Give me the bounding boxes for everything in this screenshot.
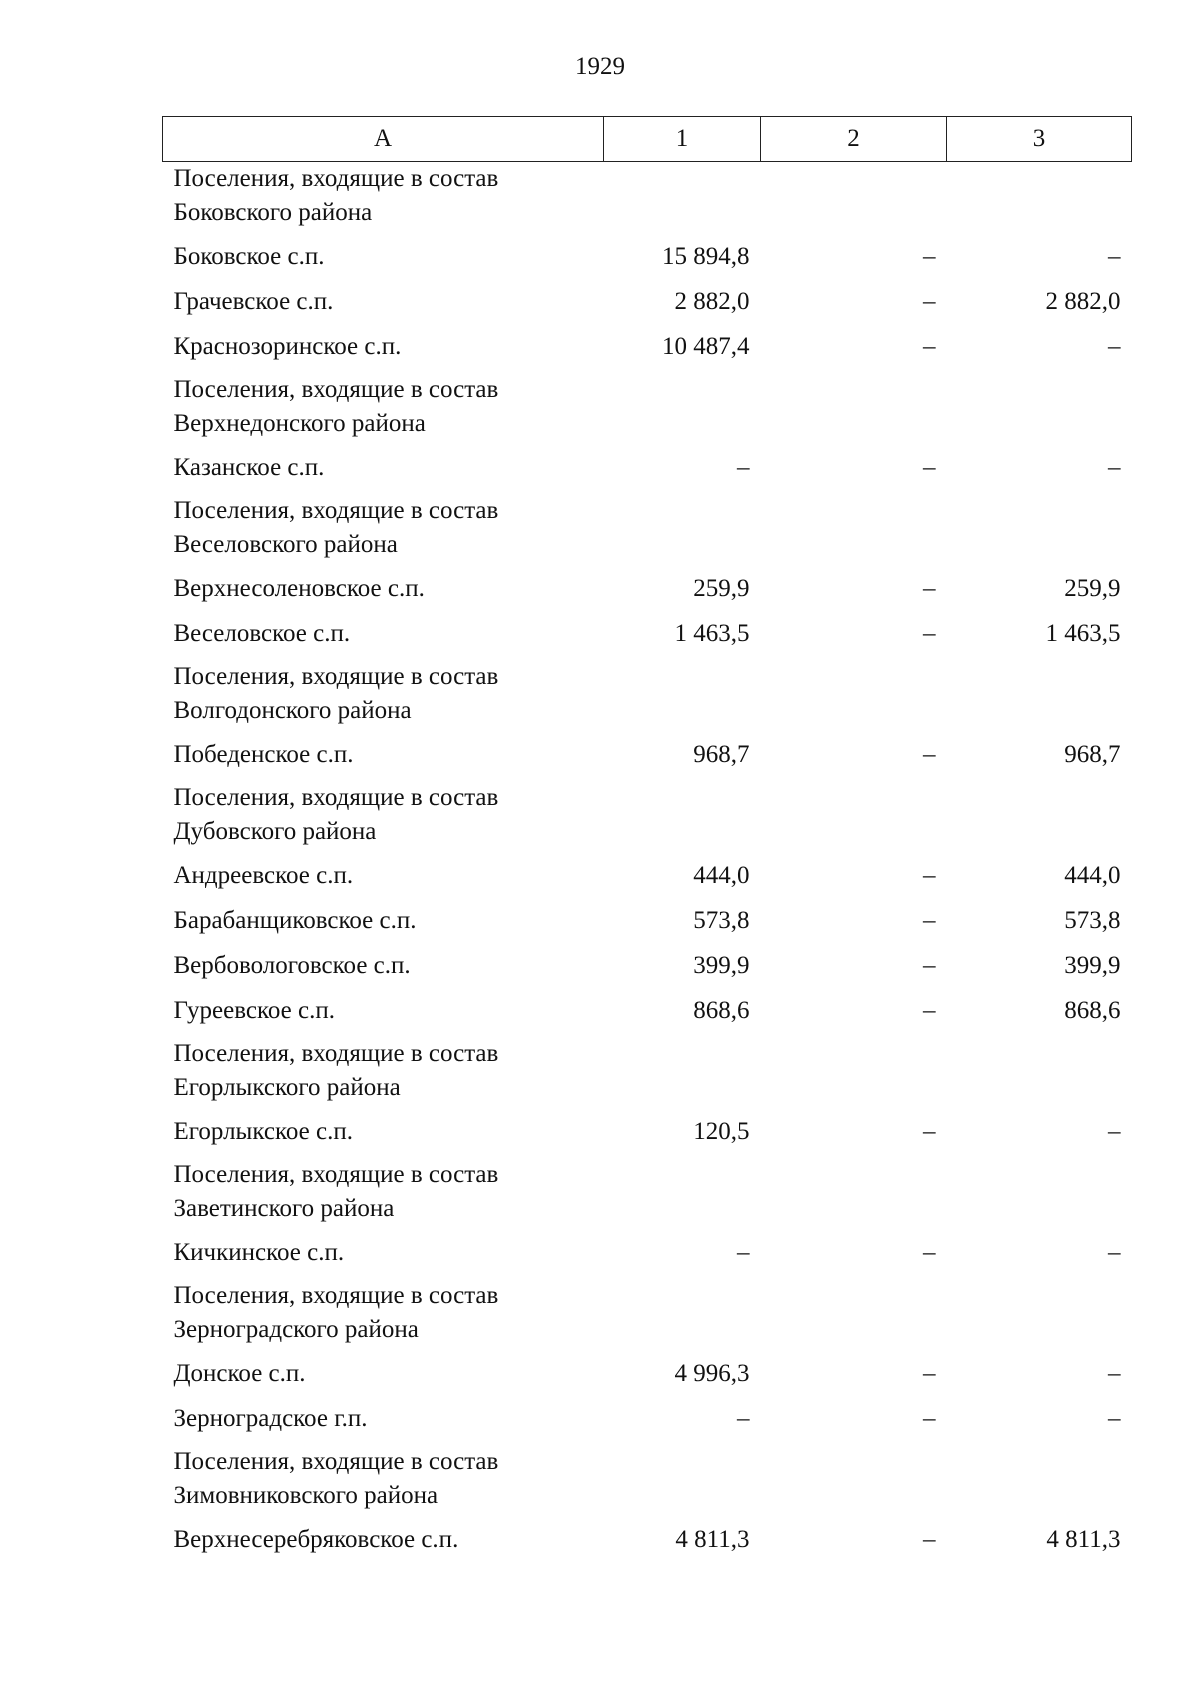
col-2-cell: –	[923, 1360, 936, 1387]
header-col-3: 3	[947, 117, 1132, 162]
empty-cell	[604, 1441, 761, 1517]
row-name-cell: Победенское с.п.	[173, 741, 354, 768]
table-row	[163, 1109, 1132, 1154]
group-heading: Поселения, входящие в состав Волгодонского района	[173, 663, 499, 724]
col-3-cell: 573,8	[1064, 907, 1121, 934]
col-3-cell: –	[1108, 454, 1121, 481]
empty-cell	[947, 490, 1132, 566]
header-col-a: А	[163, 117, 604, 162]
row-name-cell: Гуреевское с.п.	[173, 997, 335, 1024]
page-number: 1929	[575, 53, 625, 80]
row-name-cell: Зерноградское г.п.	[173, 1405, 368, 1432]
col-1-cell: 4 811,3	[675, 1526, 750, 1553]
group-heading: Поселения, входящие в состав Дубовского района	[173, 784, 499, 845]
empty-cell	[604, 1275, 761, 1351]
col-3-cell: –	[1108, 333, 1121, 360]
table-row	[163, 1351, 1132, 1396]
col-3-cell: 968,7	[1064, 741, 1121, 768]
empty-cell	[947, 1275, 1132, 1351]
col-1-cell: –	[737, 454, 750, 481]
table-row	[163, 611, 1132, 656]
table-row	[163, 324, 1132, 369]
empty-cell	[947, 656, 1132, 732]
empty-cell	[761, 1154, 947, 1230]
empty-cell	[947, 369, 1132, 445]
col-3-cell: 399,9	[1064, 952, 1121, 979]
col-1-cell: 968,7	[693, 741, 750, 768]
col-2-cell: –	[923, 575, 936, 602]
table-row-group	[163, 162, 1132, 235]
table-row	[163, 943, 1132, 988]
empty-cell	[604, 656, 761, 732]
group-heading: Поселения, входящие в состав Егорлыкского района	[173, 1040, 499, 1101]
row-name-cell: Верхнесоленовское с.п.	[173, 575, 425, 602]
empty-cell	[604, 1033, 761, 1109]
empty-cell	[761, 1275, 947, 1351]
col-3-cell: 868,6	[1064, 997, 1121, 1024]
col-1-cell: 573,8	[693, 907, 750, 934]
col-1-cell: 4 996,3	[674, 1360, 750, 1387]
col-3-cell: 259,9	[1064, 575, 1121, 602]
empty-cell	[947, 1441, 1132, 1517]
col-2-cell: –	[923, 1239, 936, 1266]
empty-cell	[761, 162, 947, 235]
col-2-cell: –	[923, 1405, 936, 1432]
table-row	[163, 234, 1132, 279]
col-1-cell: 399,9	[693, 952, 750, 979]
table-row-group	[163, 777, 1132, 853]
row-name-cell: Андреевское с.п.	[173, 862, 354, 889]
col-3-cell: –	[1108, 1405, 1121, 1432]
table-row	[163, 1230, 1132, 1275]
empty-cell	[761, 490, 947, 566]
empty-cell	[604, 490, 761, 566]
row-name-cell: Кичкинское с.п.	[173, 1239, 345, 1266]
table-row	[163, 279, 1132, 324]
empty-cell	[947, 162, 1132, 235]
col-1-cell: 15 894,8	[662, 243, 750, 270]
empty-cell	[761, 369, 947, 445]
data-table	[162, 116, 1132, 1562]
row-name-cell: Грачевское с.п.	[173, 288, 334, 315]
row-name-cell: Верхнесеребряковское с.п.	[173, 1526, 459, 1553]
col-3-cell: –	[1108, 243, 1121, 270]
empty-cell	[761, 777, 947, 853]
empty-cell	[947, 1154, 1132, 1230]
col-2-cell: –	[923, 952, 936, 979]
col-2-cell: –	[923, 1526, 936, 1553]
empty-cell	[947, 777, 1132, 853]
group-heading: Поселения, входящие в состав Зимовниковского района	[173, 1448, 499, 1509]
col-1-cell: 10 487,4	[662, 333, 750, 360]
table-row-group	[163, 1275, 1132, 1351]
col-2-cell: –	[923, 1118, 936, 1145]
col-1-cell: 120,5	[693, 1118, 750, 1145]
col-1-cell: 2 882,0	[674, 288, 750, 315]
col-1-cell: 1 463,5	[674, 620, 750, 647]
col-1-cell: 868,6	[693, 997, 750, 1024]
row-name-cell: Егорлыкское с.п.	[173, 1118, 353, 1145]
col-2-cell: –	[923, 741, 936, 768]
empty-cell	[604, 162, 761, 235]
col-3-cell: 2 882,0	[1045, 288, 1121, 315]
table-row	[163, 853, 1132, 898]
header-col-1: 1	[604, 117, 761, 162]
empty-cell	[604, 777, 761, 853]
group-heading: Поселения, входящие в состав Зерноградского района	[173, 1282, 499, 1343]
col-1-cell: –	[737, 1405, 750, 1432]
table-row-group	[163, 1033, 1132, 1109]
col-2-cell: –	[923, 862, 936, 889]
empty-cell	[761, 1033, 947, 1109]
empty-cell	[604, 369, 761, 445]
header-row	[163, 117, 1132, 162]
row-name-cell: Краснозоринское с.п.	[173, 333, 402, 360]
col-2-cell: –	[923, 288, 936, 315]
header-col-2: 2	[761, 117, 947, 162]
table-row	[163, 445, 1132, 490]
empty-cell	[604, 1154, 761, 1230]
table-row	[163, 1396, 1132, 1441]
empty-cell	[761, 1441, 947, 1517]
col-3-cell: –	[1108, 1360, 1121, 1387]
col-2-cell: –	[923, 333, 936, 360]
table-header	[163, 117, 1132, 162]
row-name-cell: Боковское с.п.	[173, 243, 325, 270]
col-1-cell: 259,9	[693, 575, 750, 602]
col-3-cell: –	[1108, 1118, 1121, 1145]
col-3-cell: 4 811,3	[1046, 1526, 1121, 1553]
group-heading: Поселения, входящие в состав Заветинского района	[173, 1161, 499, 1222]
col-1-cell: 444,0	[693, 862, 750, 889]
row-name-cell: Казанское с.п.	[173, 454, 325, 481]
col-2-cell: –	[923, 620, 936, 647]
col-2-cell: –	[923, 907, 936, 934]
row-name-cell: Барабанщиковское с.п.	[173, 907, 417, 934]
empty-cell	[761, 656, 947, 732]
table-row	[163, 732, 1132, 777]
empty-cell	[947, 1033, 1132, 1109]
group-heading: Поселения, входящие в состав Верхнедонского района	[173, 376, 499, 437]
row-name-cell: Веселовское с.п.	[173, 620, 351, 647]
col-3-cell: 1 463,5	[1045, 620, 1121, 647]
group-heading: Поселения, входящие в состав Боковского района	[173, 165, 499, 226]
table-row	[163, 566, 1132, 611]
col-2-cell: –	[923, 454, 936, 481]
col-3-cell: –	[1108, 1239, 1121, 1266]
table-body	[163, 162, 1132, 1563]
table-row	[163, 898, 1132, 943]
row-name-cell: Донское с.п.	[173, 1360, 306, 1387]
col-2-cell: –	[923, 243, 936, 270]
table-row-group	[163, 1154, 1132, 1230]
table-row-group	[163, 656, 1132, 732]
table-row-group	[163, 1441, 1132, 1517]
table-row-group	[163, 369, 1132, 445]
table-row	[163, 1517, 1132, 1562]
table-row-group	[163, 490, 1132, 566]
col-2-cell: –	[923, 997, 936, 1024]
col-1-cell: –	[737, 1239, 750, 1266]
col-3-cell: 444,0	[1064, 862, 1121, 889]
table-row	[163, 988, 1132, 1033]
row-name-cell: Вербовологовское с.п.	[173, 952, 411, 979]
group-heading: Поселения, входящие в состав Веселовского района	[173, 497, 499, 558]
